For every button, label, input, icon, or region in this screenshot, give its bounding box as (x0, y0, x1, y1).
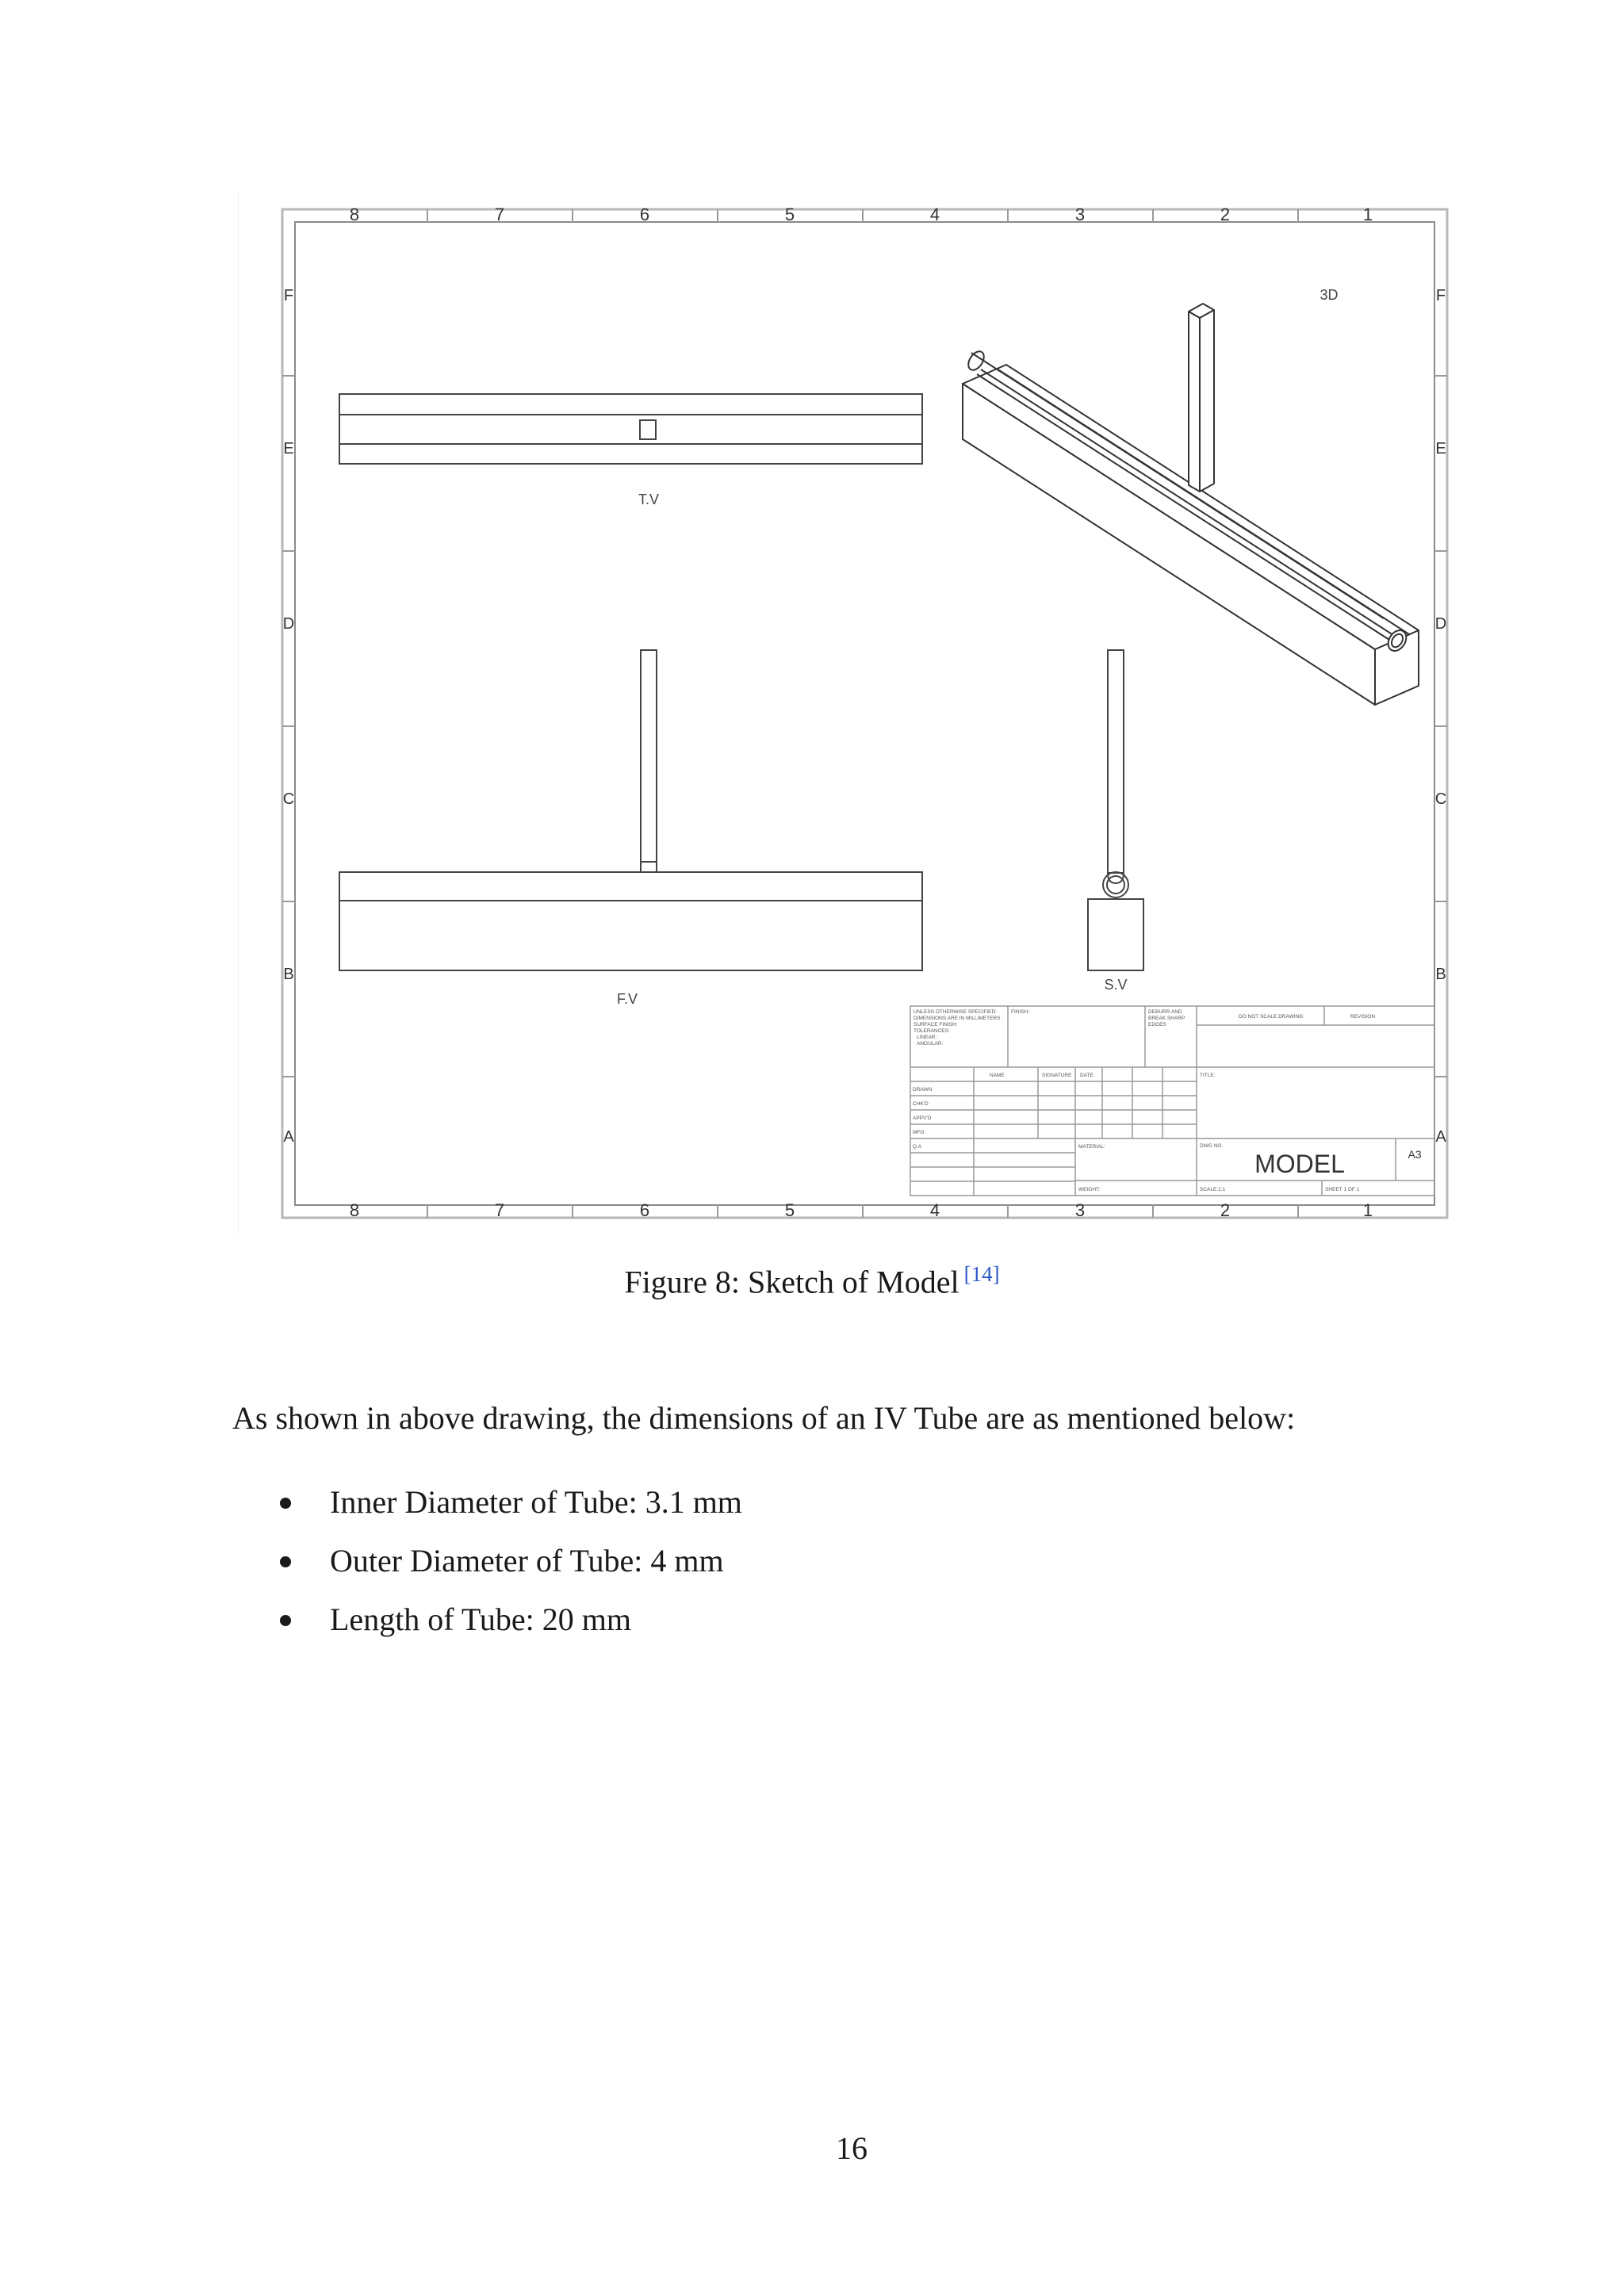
svg-text:DWG NO.: DWG NO. (1200, 1143, 1224, 1149)
zone-col-bottom: 7 (494, 1200, 505, 1220)
zone-col-bottom: 1 (1362, 1200, 1373, 1220)
svg-text:DO NOT SCALE DRAWING: DO NOT SCALE DRAWING (1239, 1014, 1304, 1020)
zone-row-left: D (282, 615, 295, 633)
drawing-sheet-size: A3 (1408, 1148, 1422, 1161)
cad-drawing-sheet (238, 192, 1464, 1234)
zone-col-top: 6 (639, 205, 650, 224)
svg-text:DEBURR AND: DEBURR AND (1148, 1009, 1182, 1015)
zone-col-top: 7 (494, 205, 505, 224)
list-item-text: Outer Diameter of Tube: 4 mm (330, 1543, 724, 1578)
svg-text:TOLERANCES:: TOLERANCES: (914, 1028, 950, 1034)
zone-col-top: 1 (1362, 205, 1373, 224)
citation-link[interactable]: [14] (963, 1262, 1000, 1286)
bullet-icon (280, 1615, 291, 1626)
outer-frame (282, 209, 1447, 1218)
zone-row-right: E (1435, 440, 1446, 457)
zone-col-bottom: 8 (349, 1200, 360, 1220)
svg-text:CHK'D: CHK'D (913, 1101, 929, 1107)
svg-text:REVISION: REVISION (1350, 1014, 1376, 1020)
side-view-label: S.V (1104, 977, 1128, 993)
zone-row-left: A (283, 1128, 294, 1146)
svg-text:BREAK SHARP: BREAK SHARP (1148, 1016, 1185, 1021)
zone-row-right: F (1435, 287, 1446, 304)
svg-text:EDGES: EDGES (1148, 1022, 1166, 1027)
zone-row-left: C (282, 790, 295, 808)
svg-text:WEIGHT:: WEIGHT: (1078, 1187, 1101, 1192)
front-view-label: F.V (616, 991, 638, 1007)
zone-col-top: 2 (1220, 205, 1231, 224)
zone-col-bottom: 6 (639, 1200, 650, 1220)
svg-text:DRAWN: DRAWN (913, 1087, 933, 1093)
list-item-text: Inner Diameter of Tube: 3.1 mm (330, 1484, 742, 1520)
figure-caption (0, 1253, 1624, 1303)
dimension-list (278, 1473, 742, 1649)
drawing-model-name: MODEL (1254, 1150, 1345, 1178)
svg-text:TITLE:: TITLE: (1200, 1073, 1216, 1078)
svg-text:UNLESS OTHERWISE SPECIFIED:: UNLESS OTHERWISE SPECIFIED: (914, 1009, 997, 1015)
svg-text:LINEAR:: LINEAR: (917, 1035, 937, 1040)
zone-row-right: D (1434, 615, 1447, 633)
zone-row-right: A (1435, 1128, 1446, 1146)
zone-col-top: 3 (1074, 205, 1086, 224)
list-item (278, 1532, 742, 1590)
svg-text:FINISH:: FINISH: (1011, 1009, 1030, 1015)
zone-col-bottom: 2 (1220, 1200, 1231, 1220)
svg-text:NAME: NAME (990, 1073, 1005, 1078)
zone-row-right: B (1435, 966, 1446, 983)
iso-view-label: 3D (1320, 287, 1339, 303)
svg-text:SHEET 1 OF 1: SHEET 1 OF 1 (1325, 1187, 1360, 1192)
svg-text:SIGNATURE: SIGNATURE (1042, 1073, 1072, 1078)
svg-text:APPV'D: APPV'D (913, 1115, 932, 1121)
bullet-icon (280, 1498, 291, 1509)
zone-col-top: 4 (929, 205, 940, 224)
svg-text:MATERIAL:: MATERIAL: (1078, 1144, 1105, 1150)
svg-text:DATE: DATE (1080, 1073, 1094, 1078)
zone-col-bottom: 5 (784, 1200, 795, 1220)
bullet-icon (280, 1556, 291, 1567)
svg-text:Q.A: Q.A (913, 1144, 922, 1150)
zone-col-bottom: 3 (1074, 1200, 1086, 1220)
top-view-label: T.V (638, 492, 660, 507)
zone-row-left: F (283, 287, 294, 304)
zone-col-top: 5 (784, 205, 795, 224)
list-item-text: Length of Tube: 20 mm (330, 1601, 632, 1637)
zone-row-left: E (283, 440, 294, 457)
zone-row-left: B (283, 966, 294, 983)
list-item (278, 1590, 742, 1649)
zone-col-top: 8 (349, 205, 360, 224)
body-paragraph: As shown in above drawing, the dimensions of an IV Tube are as mentioned below: (232, 1400, 1296, 1436)
list-item (278, 1473, 742, 1532)
svg-text:SCALE:1:1: SCALE:1:1 (1200, 1187, 1226, 1192)
figure-caption-text: Figure 8: Sketch of Model (624, 1264, 959, 1300)
zone-col-bottom: 4 (929, 1200, 940, 1220)
svg-text:SURFACE FINISH:: SURFACE FINISH: (914, 1022, 958, 1027)
svg-text:MFG: MFG (913, 1130, 925, 1135)
page-number: 16 (836, 2130, 868, 2166)
svg-text:DIMENSIONS ARE IN MILLIMETERS: DIMENSIONS ARE IN MILLIMETERS (914, 1016, 1001, 1021)
svg-text:ANGULAR:: ANGULAR: (917, 1041, 944, 1047)
zone-row-right: C (1434, 790, 1447, 808)
